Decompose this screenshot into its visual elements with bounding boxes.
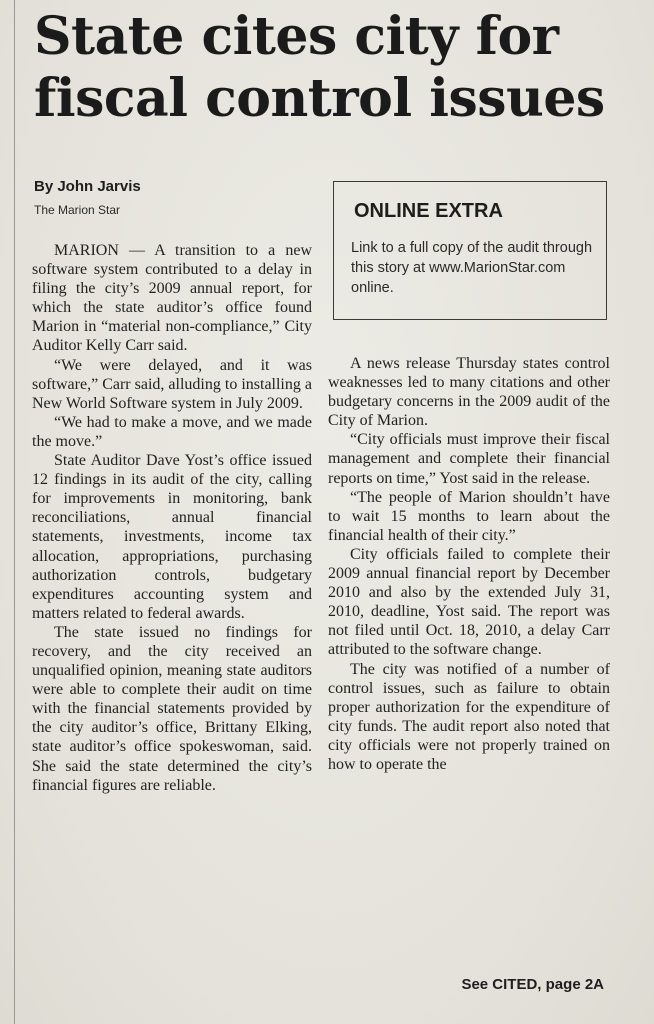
paragraph: “City officials must improve their fiscal management and complete their financial reports on time,” Yost said in the release.: [328, 431, 610, 487]
byline: By John Jarvis: [34, 178, 141, 195]
paragraph: State Auditor Dave Yost’s office issued 12 findings in its audit of the city, calling for improvements in monitoring, bank reconciliations, annual financial statements, investments, income tax allocation, appropriations, purchasing authorization controls, budgetary expenditures accounting system and matters related to federal awards.: [32, 452, 312, 622]
paragraph: A news release Thursday states control weaknesses led to many citations and other budgetary concerns in the 2009 audit of the City of Marion.: [328, 355, 610, 430]
online-extra-body: Link to a full copy of the audit through this story at www.MarionStar.com online.: [351, 240, 593, 296]
paragraph: The state issued no findings for recovery, and the city received an unqualified opinion, meaning state auditors were able to complete their audit on time with the financial statements provided by the city auditor’s office, Brittany Elking, state auditor’s office spokeswoman, said. She said the state determined the city’s financial figures are reliable.: [32, 623, 312, 794]
paragraph: City officials failed to complete their 2009 annual financial report by December 2010 and also by the extended July 31, 2010, deadline, Yost said. The report was not filed until Oct. 18, 2010, a delay Carr attributed to the software change.: [328, 545, 610, 659]
jump-line: See CITED, page 2A: [461, 976, 604, 993]
headline-line-2: fiscal control issues: [34, 68, 605, 129]
paragraph: “We had to make a move, and we made the move.”: [32, 413, 312, 450]
outlet-name: The Marion Star: [34, 203, 121, 217]
article-column-left: [32, 241, 312, 795]
online-extra-box: [333, 181, 607, 320]
column-rule: [14, 0, 15, 1024]
online-extra-title: ONLINE EXTRA: [354, 200, 503, 222]
headline: [34, 6, 634, 130]
paragraph: The city was notified of a number of control issues, such as failure to obtain proper authorization for the expenditure of city funds. The audit report also noted that city officials were not properly trained on how to operate the: [328, 660, 610, 773]
paragraph: MARION — A transition to a new software system contributed to a delay in filing the city’s 2009 annual report, for which the state auditor’s office found Marion in “material non-compliance,” City Auditor Kelly Carr said.: [32, 242, 312, 355]
article-column-right: [328, 354, 610, 774]
paragraph: “We were delayed, and it was software,” Carr said, alluding to installing a New World Software system in July 2009.: [32, 356, 312, 412]
paragraph: “The people of Marion shouldn’t have to wait 15 months to learn about the financial health of their city.”: [328, 488, 610, 544]
headline-line-1: State cites city for: [34, 6, 559, 67]
